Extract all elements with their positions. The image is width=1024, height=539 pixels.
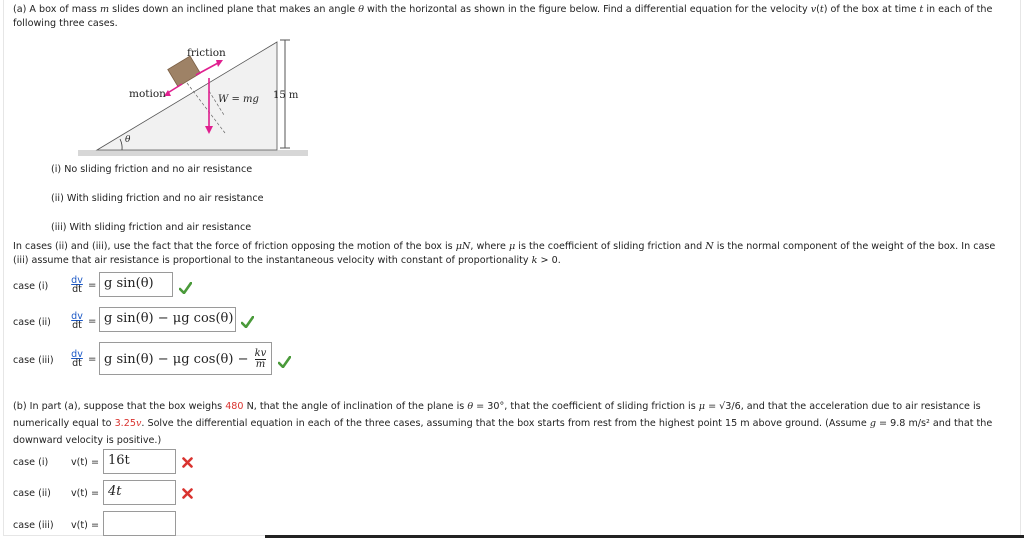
intro-segment: slides down an inclined plane that makes an angle bbox=[109, 4, 359, 15]
dvdt-fraction-ii: $\frac{dv}{dt}$ bbox=[71, 311, 83, 331]
eq-label-ii: case (ii) bbox=[13, 317, 51, 328]
part-b-segment: = √3/6, and that the acceleration due to air resistance is numerically equal to bbox=[13, 401, 981, 429]
note-segment: In cases (ii) and (iii), use the fact that the force of friction opposing the motion of the box is bbox=[13, 241, 456, 252]
answer-box-b-iii[interactable] bbox=[103, 511, 176, 536]
case-desc-ii: (ii) With sliding friction and no air resistance bbox=[51, 193, 264, 204]
motion-label: motion bbox=[129, 88, 166, 100]
part-b-text bbox=[13, 398, 1003, 449]
solution-label-ii: case (ii) bbox=[13, 488, 51, 499]
answer-box-a-iii[interactable] bbox=[99, 342, 272, 375]
part-b-segment: μ bbox=[698, 401, 706, 412]
part-b-segment: N, that the angle of inclination of the plane is bbox=[243, 401, 468, 412]
part-b-segment: v bbox=[135, 418, 142, 429]
equals-sign-i: = bbox=[88, 280, 97, 291]
velocity-label-i: v(t) = bbox=[71, 457, 100, 468]
kv-over-m-fraction: $\frac{kv}{m}$ bbox=[254, 348, 267, 370]
part-b-segment: . Solve the differential equation in each of the three cases, assuming that the box starts from rest from the highest point 15 m above ground. (Assume bbox=[141, 418, 870, 429]
case-desc-i: (i) No sliding friction and no air resistance bbox=[51, 164, 253, 175]
intro-segment: θ bbox=[358, 4, 364, 15]
intro-segment: m bbox=[100, 4, 110, 15]
solution-label-iii: case (iii) bbox=[13, 520, 54, 531]
bottom-rule bbox=[265, 535, 1024, 538]
sliding-box bbox=[168, 56, 201, 87]
weight-label: W = mg bbox=[218, 94, 259, 105]
cross-icon bbox=[182, 488, 193, 499]
answer-text-a-iii: g sin(θ) − μg cos(θ) − bbox=[104, 352, 249, 367]
check-icon bbox=[278, 356, 291, 368]
cross-icon bbox=[182, 457, 193, 468]
note-segment: μN bbox=[455, 241, 471, 252]
dvdt-fraction-i: $\frac{dv}{dt}$ bbox=[71, 275, 83, 295]
ground bbox=[78, 150, 308, 156]
eq-label-i: case (i) bbox=[13, 281, 49, 292]
angle-label: θ bbox=[125, 135, 131, 145]
answer-box-a-i[interactable]: g sin(θ) bbox=[99, 272, 173, 297]
note-segment: is the normal component of the weight of the box. In case (iii) assume that air resistance is proportional to the instantaneous velocity with constant of proportionality bbox=[13, 241, 996, 266]
velocity-label-iii: v(t) = bbox=[71, 520, 100, 531]
note-segment: k bbox=[531, 255, 538, 266]
note-segment: is the coefficient of sliding friction and bbox=[515, 241, 706, 252]
note-segment: > 0. bbox=[537, 255, 561, 266]
note-segment: μ bbox=[509, 241, 516, 252]
solution-label-i: case (i) bbox=[13, 457, 49, 468]
intro-segment: of the box at time bbox=[827, 4, 920, 15]
part-b-segment: (b) In part (a), suppose that the box weighs bbox=[13, 401, 226, 412]
intro-segment: (a) A box of mass bbox=[13, 4, 100, 15]
eq-label-iii: case (iii) bbox=[13, 355, 54, 366]
part-b-segment: 480 bbox=[225, 401, 244, 412]
check-icon bbox=[241, 316, 254, 328]
part-b-segment: = 9.8 m/s² and that the downward velocity is positive.) bbox=[13, 418, 993, 446]
note-segment: , where bbox=[470, 241, 509, 252]
note-segment: N bbox=[705, 241, 714, 252]
intro-segment: t bbox=[919, 4, 924, 15]
intro-segment: v bbox=[810, 4, 817, 15]
equals-sign-ii: = bbox=[88, 316, 97, 327]
velocity-label-ii: v(t) = bbox=[71, 488, 100, 499]
part-b-segment: g bbox=[869, 418, 876, 429]
intro-segment: t bbox=[819, 4, 824, 15]
case-desc-iii: (iii) With sliding friction and air resistance bbox=[51, 222, 252, 233]
answer-box-b-ii[interactable]: 4t bbox=[103, 480, 176, 505]
part-b-segment: θ bbox=[467, 401, 474, 412]
intro-segment: ) bbox=[823, 4, 828, 15]
answer-box-a-ii[interactable]: g sin(θ) − μg cos(θ) bbox=[99, 307, 236, 332]
friction-arrow bbox=[196, 63, 218, 75]
intro-segment: with the horizontal as shown in the figure below. Find a differential equation for the velocity bbox=[364, 4, 811, 15]
intro-segment: in each of the following three cases. bbox=[13, 4, 993, 29]
friction-note bbox=[13, 240, 1003, 268]
incline-figure bbox=[78, 36, 308, 158]
equals-sign-iii: = bbox=[88, 354, 97, 365]
answer-box-b-i[interactable]: 16t bbox=[103, 449, 176, 474]
dvdt-fraction-iii: $\frac{dv}{dt}$ bbox=[71, 349, 83, 369]
friction-label: friction bbox=[187, 47, 226, 59]
part-b-segment: = 30°, that the coefficient of sliding friction is bbox=[473, 401, 699, 412]
part-a-intro bbox=[13, 3, 1003, 31]
part-b-segment: 3.25 bbox=[114, 418, 136, 429]
height-label: 15 m bbox=[273, 90, 299, 101]
check-icon bbox=[179, 282, 192, 294]
intro-segment: ( bbox=[816, 4, 820, 15]
